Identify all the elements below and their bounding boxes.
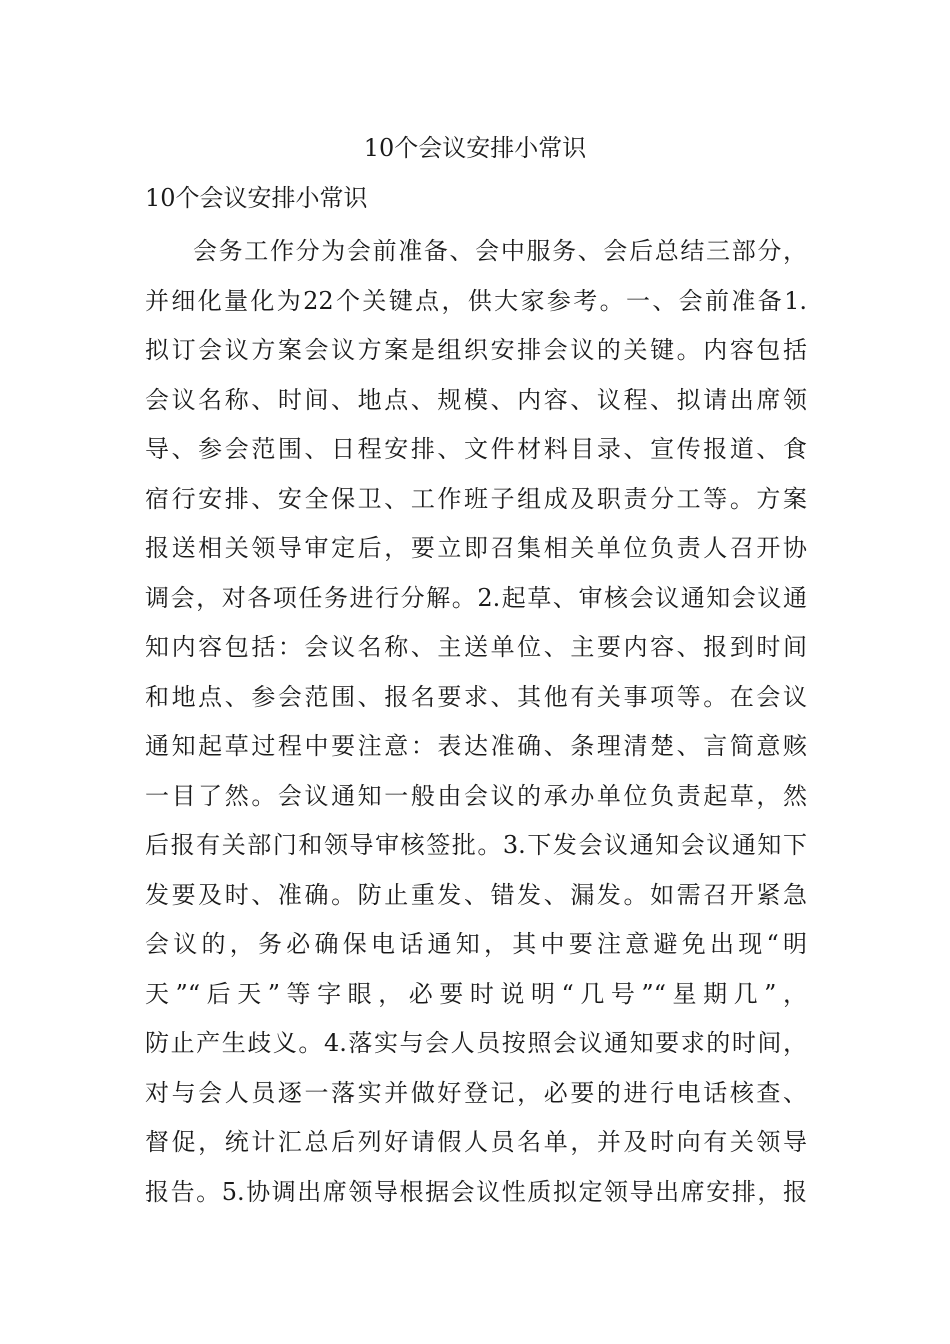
body-line: 并细化量化为22个关键点，供大家参考。一、会前准备1. — [145, 286, 807, 315]
body-line: 知内容包括：会议名称、主送单位、主要内容、报到时间 — [145, 633, 807, 661]
body-line: 会务工作分为会前准备、会中服务、会后总结三部分， — [193, 237, 807, 265]
body-line: 拟订会议方案会议方案是组织安排会议的关键。内容包括 — [145, 336, 807, 364]
body-line: 会议的，务必确保电话通知，其中要注意避免出现“明 — [145, 930, 807, 958]
document-body — [145, 227, 807, 1217]
body-line: 会议名称、时间、地点、规模、内容、议程、拟请出席领 — [145, 385, 807, 414]
body-line: 后报有关部门和领导审核签批。3.下发会议通知会议通知下 — [145, 831, 807, 859]
body-line: 防止产生歧义。4.落实与会人员按照会议通知要求的时间， — [145, 1029, 807, 1057]
body-line: 和地点、参会范围、报名要求、其他有关事项等。在会议 — [145, 682, 807, 711]
body-line: 天”“后天”等字眼，必要时说明“几号”“星期几”， — [145, 979, 807, 1008]
body-line: 一目了然。会议通知一般由会议的承办单位负责起草，然 — [145, 781, 807, 810]
body-line: 督促，统计汇总后列好请假人员名单，并及时向有关领导 — [145, 1128, 807, 1156]
body-line: 对与会人员逐一落实并做好登记，必要的进行电话核查、 — [145, 1078, 807, 1107]
body-line: 导、参会范围、日程安排、文件材料目录、宣传报道、食 — [145, 435, 807, 463]
body-line: 发要及时、准确。防止重发、错发、漏发。如需召开紧急 — [145, 880, 807, 909]
body-line: 宿行安排、安全保卫、工作班子组成及职责分工等。方案 — [145, 484, 807, 513]
body-line: 调会，对各项任务进行分解。2.起草、审核会议通知会议通 — [145, 583, 807, 612]
document-subtitle: 10个会议安排小常识 — [145, 184, 368, 212]
body-line: 报告。5.协调出席领导根据会议性质拟定领导出席安排，报 — [145, 1177, 807, 1206]
body-line: 报送相关领导审定后，要立即召集相关单位负责人召开协 — [145, 534, 807, 562]
body-line: 通知起草过程中要注意：表达准确、条理清楚、言简意赅 — [145, 732, 807, 760]
document-title: 10个会议安排小常识 — [363, 134, 587, 162]
